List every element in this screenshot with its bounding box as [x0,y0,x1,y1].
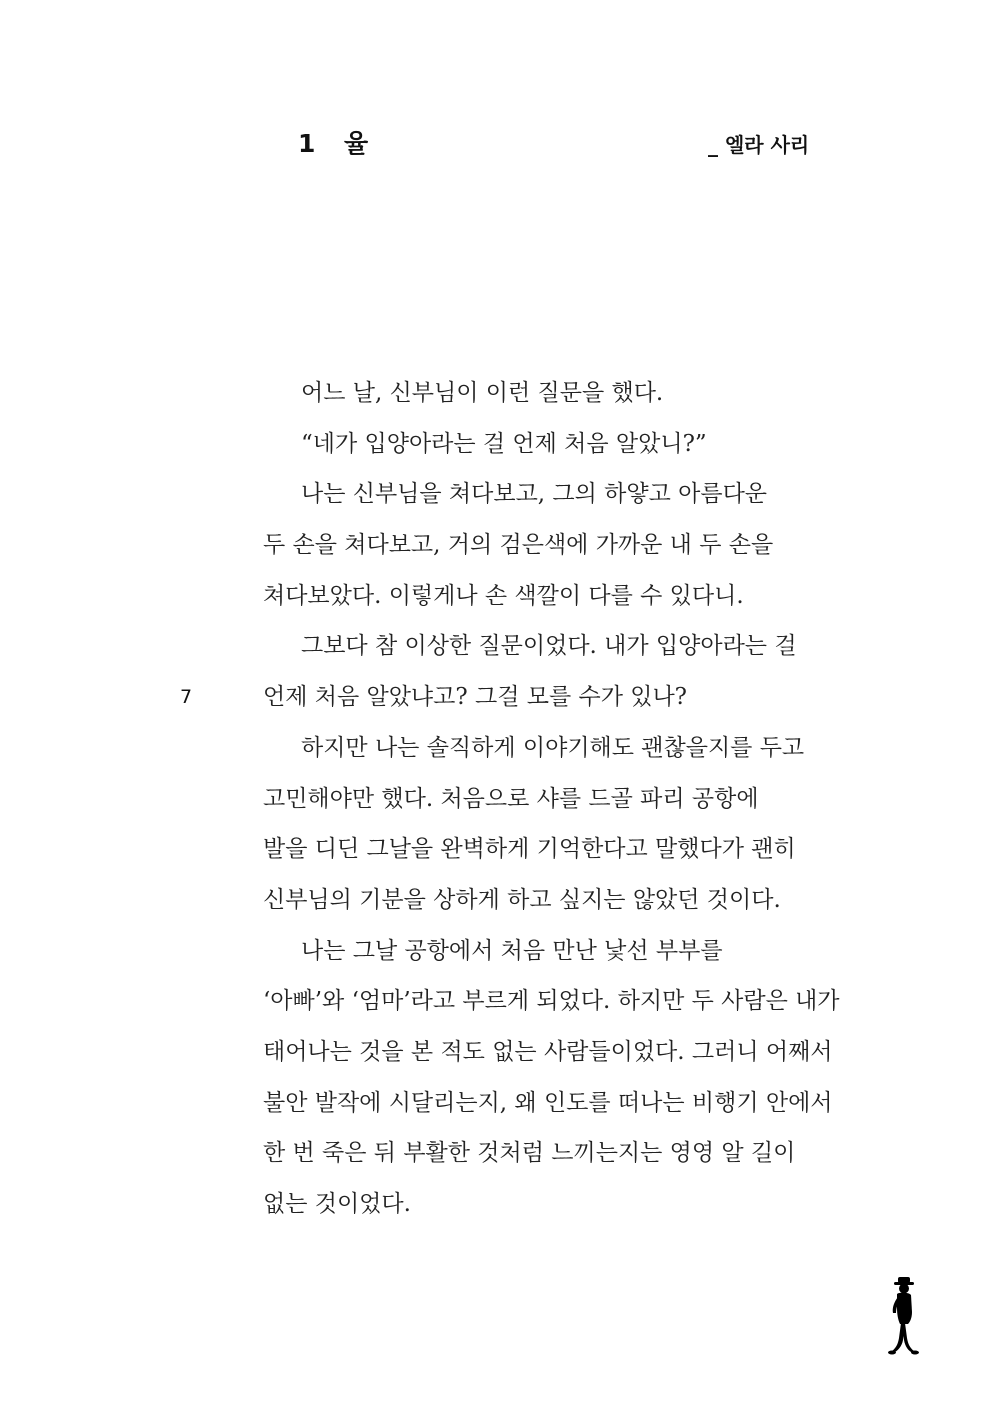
body-line: 태어나는 것을 본 적도 없는 사람들이었다. 그러니 어째서 [263,1038,833,1065]
chapter-number: 1 [298,129,316,158]
body-line: 하지만 나는 솔직하게 이야기해도 괜찮을지를 두고 [301,734,805,761]
body-line: 나는 신부님을 쳐다보고, 그의 하얗고 아름다운 [301,481,768,508]
body-line: 발을 디딘 그날을 완벽하게 기억한다고 말했다가 괜히 [263,836,796,863]
body-line: 없는 것이었다. [263,1191,411,1217]
body-line: “네가 입양아라는 걸 언제 처음 알았니?” [301,430,707,457]
chapter-author: _ 엘라 사리 [708,133,810,157]
body-line: 두 손을 쳐다보고, 거의 검은색에 가까운 내 두 손을 [263,532,774,559]
body-line: 언제 처음 알았냐고? 그걸 모를 수가 있나? [263,684,688,711]
body-line: 신부님의 기분을 상하게 하고 싶지는 않았던 것이다. [263,886,781,913]
body-line: ‘아빠’와 ‘엄마’라고 부르게 되었다. 하지만 두 사람은 내가 [263,988,840,1015]
body-line: 불안 발작에 시달리는지, 왜 인도를 떠나는 비행기 안에서 [263,1089,833,1116]
chapter-title: 율 [344,129,369,158]
body-text [263,368,903,1230]
body-line: 쳐다보았다. 이렇게나 손 색깔이 다를 수 있다니. [263,582,744,609]
page-number: 7 [180,686,193,708]
body-line: 한 번 죽은 뒤 부활한 것처럼 느끼는지는 영영 알 길이 [263,1140,796,1167]
body-line: 그보다 참 이상한 질문이었다. 내가 입양아라는 걸 [301,633,797,660]
walking-man-silhouette-icon [886,1276,920,1356]
body-line: 고민해야만 했다. 처음으로 샤를 드골 파리 공항에 [263,785,759,812]
body-line: 어느 날, 신부님이 이런 질문을 했다. [301,380,664,406]
body-line: 나는 그날 공항에서 처음 만난 낯선 부부를 [301,937,723,964]
